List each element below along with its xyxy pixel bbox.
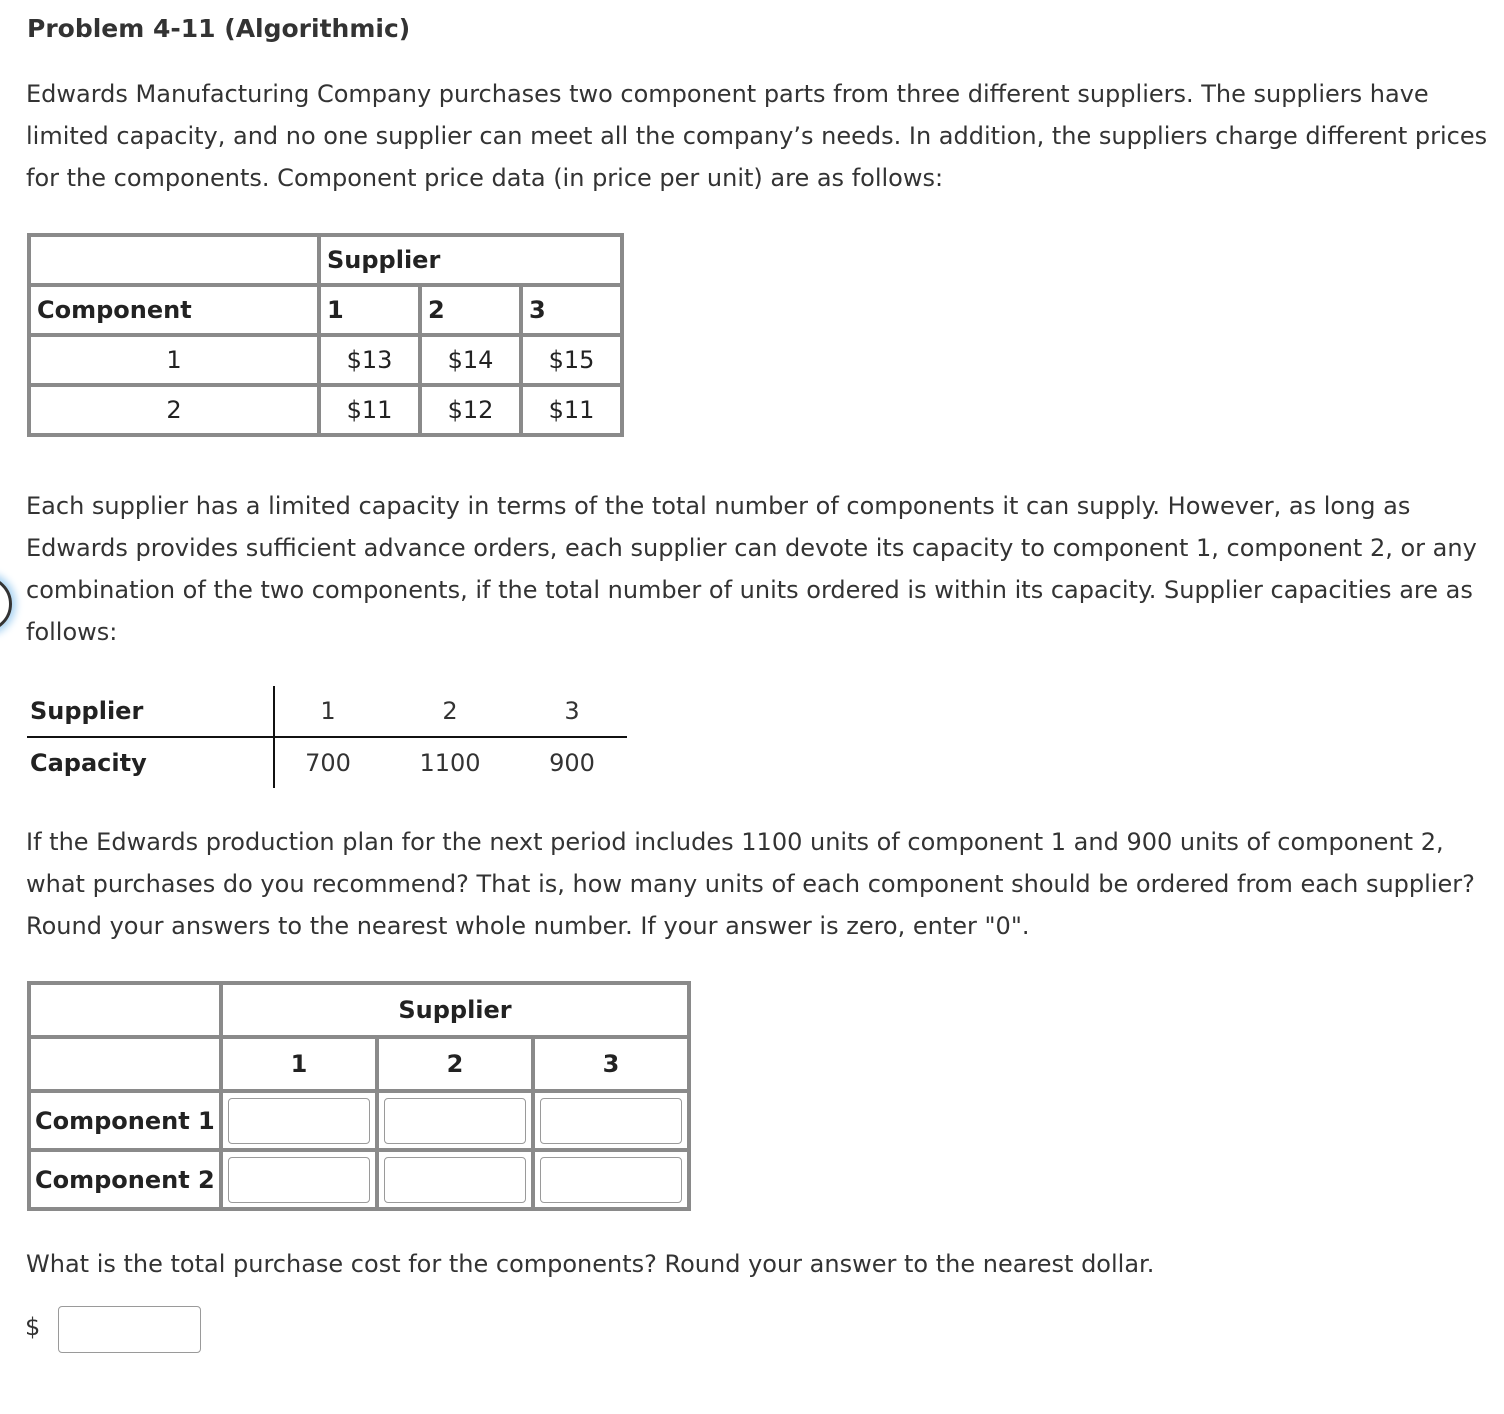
answer-table-supplier-1: 1 — [221, 1037, 377, 1091]
answer-table-supplier-2: 2 — [377, 1037, 533, 1091]
answer-table-empty-cell — [29, 1037, 221, 1091]
price-cell: $14 — [420, 335, 521, 385]
capacity-value-1: 700 — [305, 749, 351, 777]
total-cost-question: What is the total purchase cost for the components? Round your answer to the nearest dollar. — [26, 1250, 1155, 1278]
capacity-paragraph: Each supplier has a limited capacity in terms of the total number of components it can supply. However, as long as Edwards provides sufficient advance orders, each supplier can devote its capacity to component 1, component 2, or any combination of the two components, if the total number of units ordered is within its capacity. Supplier capacities are as follows: — [26, 492, 1477, 646]
currency-symbol: $ — [25, 1313, 41, 1341]
price-table-empty-corner — [29, 235, 319, 285]
answer-table-supplier-3: 3 — [533, 1037, 689, 1091]
capacity-table — [27, 686, 627, 788]
intro-paragraph: Edwards Manufacturing Company purchases two component parts from three different suppliers. The suppliers have limited capacity, and no one supplier can meet all the company’s needs. In addition, the suppliers charge different prices for the components. Component price data (in price per unit) are as follows: — [26, 80, 1488, 192]
price-table-supplier-2: 2 — [420, 285, 521, 335]
edge-circle-artifact — [0, 576, 12, 632]
component-2-supplier-3-input[interactable] — [540, 1157, 682, 1203]
answer-table-supplier-header: Supplier — [221, 983, 689, 1037]
price-table-component-1: 1 — [29, 335, 319, 385]
answer-cell — [221, 1150, 377, 1209]
component-1-supplier-2-input[interactable] — [384, 1098, 526, 1144]
answer-cell — [377, 1150, 533, 1209]
answer-cell — [533, 1150, 689, 1209]
price-table-supplier-header: Supplier — [319, 235, 622, 285]
price-table — [27, 233, 624, 437]
component-2-supplier-1-input[interactable] — [228, 1157, 370, 1203]
capacity-supplier-2: 2 — [442, 697, 458, 725]
price-cell: $11 — [319, 385, 420, 435]
capacity-supplier-label: Supplier — [30, 697, 144, 725]
price-table-supplier-1: 1 — [319, 285, 420, 335]
answer-table-empty-corner — [29, 983, 221, 1037]
answer-table — [27, 981, 691, 1211]
answer-cell — [377, 1091, 533, 1150]
problem-title: Problem 4-11 (Algorithmic) — [27, 14, 411, 43]
capacity-value-2: 1100 — [419, 749, 481, 777]
answer-cell — [221, 1091, 377, 1150]
capacity-table-horizontal-divider — [27, 736, 627, 738]
total-cost-input[interactable] — [58, 1306, 201, 1353]
capacity-value-3: 900 — [549, 749, 595, 777]
question-paragraph: If the Edwards production plan for the next period includes 1100 units of component 1 and 900 units of component 2, what purchases do you recommend? That is, how many units of each component should be ordered from each supplier? Round your answers to the nearest whole number. If your answer is zero, enter "0". — [26, 828, 1475, 940]
price-cell: $11 — [521, 385, 622, 435]
price-table-component-2: 2 — [29, 385, 319, 435]
price-cell: $12 — [420, 385, 521, 435]
component-1-supplier-1-input[interactable] — [228, 1098, 370, 1144]
capacity-capacity-label: Capacity — [30, 749, 147, 777]
capacity-supplier-3: 3 — [564, 697, 580, 725]
price-table-supplier-3: 3 — [521, 285, 622, 335]
capacity-supplier-1: 1 — [320, 697, 336, 725]
component-1-supplier-3-input[interactable] — [540, 1098, 682, 1144]
answer-row-label-component-1: Component 1 — [29, 1091, 221, 1150]
price-cell: $15 — [521, 335, 622, 385]
price-table-component-header: Component — [29, 285, 319, 335]
component-2-supplier-2-input[interactable] — [384, 1157, 526, 1203]
answer-cell — [533, 1091, 689, 1150]
answer-row-label-component-2: Component 2 — [29, 1150, 221, 1209]
price-cell: $13 — [319, 335, 420, 385]
